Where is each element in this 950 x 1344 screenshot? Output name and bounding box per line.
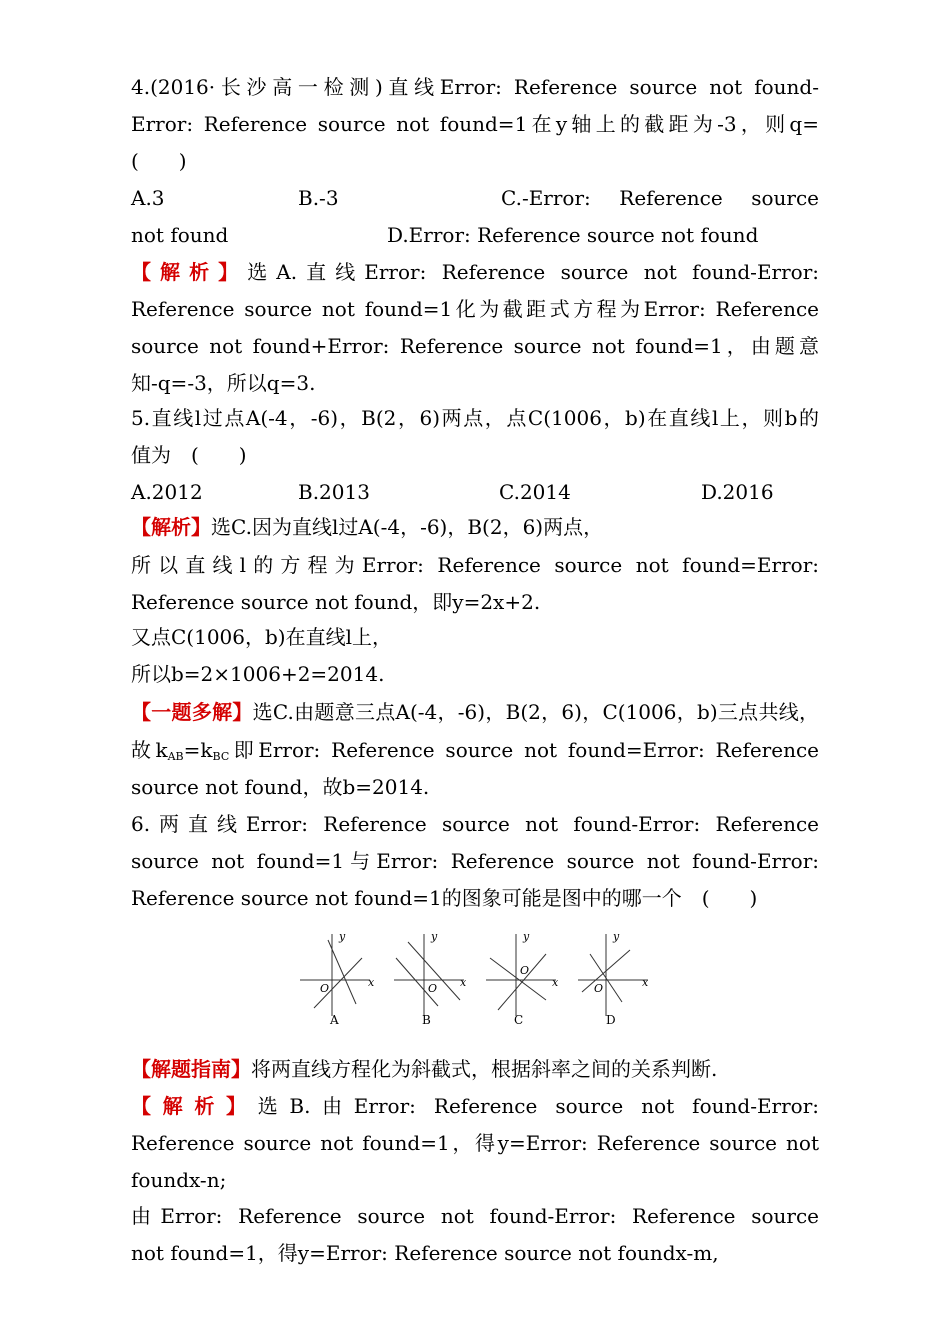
q4-options-row-1 [131,180,819,217]
panel-c-line-2 [498,954,546,1010]
q6-line-3: Reference source not found=1的图象可能是图中的哪一个 ( ) [131,886,758,910]
a4-line-2: Reference source not found=1化为截距式方程为Error: Reference [131,297,819,321]
a5-line-3: Reference source not found，即y=2x+2. [131,590,541,614]
guide-tag: 【解题指南】 [131,1057,251,1081]
panel-a-origin: O [320,982,330,995]
a6-line-2: Reference source not found=1，得y=Error: Reference source not [131,1131,819,1155]
q5-option-a: A.2012 [131,480,203,504]
q4-option-c-cont: not found [131,223,229,247]
analysis-tag: 【解析】 [131,1094,258,1118]
q5-line-1: 5.直线l过点A(-4，-6)，B(2，6)两点，点C(1006，b)在直线l上，则b的 [131,406,819,430]
guide6-line: 【解题指南】将两直线方程化为斜截式，根据斜率之间的关系判断. [131,1057,718,1081]
panel-c-y-label: y [523,930,530,943]
caption-a: A [330,1013,339,1027]
a4-line-1: 【解析】选A.直线Error: Reference source not found-Error: [131,260,819,284]
a5-line-5: 所以b=2×1006+2=2014. [131,662,385,686]
a6-line-3: foundx-n; [131,1168,227,1192]
a4-line-4: 知-q=-3，所以q=3. [131,371,316,395]
q4-option-a: A.3 [131,186,165,210]
q4-option-b: B.-3 [298,186,339,210]
caption-c: C [514,1013,524,1027]
q4-line-3: ( ) [131,149,187,173]
panel-a-y-label: y [339,930,346,943]
a5-line-2: 所以直线l的方程为Error: Reference source not found=Error: [131,553,819,577]
multi5-line-3: source not found，故b=2014. [131,775,430,799]
panel-c-x-label: x [552,976,559,989]
q6-figure-svg [300,928,656,1028]
panel-d-y-label: y [613,930,620,943]
multi-solution-tag: 【一题多解】 [131,700,253,724]
a5-line-4: 又点C(1006，b)在直线l上， [131,625,393,649]
a6-line-5: not found=1，得y=Error: Reference source not foundx-m, [131,1241,719,1265]
panel-d-origin: O [594,982,604,995]
panel-c-origin: O [520,964,530,977]
q6-line-1: 6.两直线Error: Reference source not found-Error: Reference [131,812,819,836]
a6-line-1: 【解析】选B.由Error: Reference source not found-Error: [131,1094,820,1118]
panel-b-origin: O [428,982,438,995]
panel-b-y-label: y [431,930,438,943]
a4-line-3: source not found+Error: Reference source not found=1，由题意 [131,334,819,358]
q4-line-2: Error: Reference source not found=1在y轴上的截距为-3，则q= [131,112,819,136]
panel-a-x-label: x [368,976,375,989]
multi5-line-2: 故$k_{AB}=k_{BC}$即Error: Reference source not found=Error: Reference [131,738,819,763]
analysis-tag: 【解析】 [131,515,211,539]
panel-b-x-label: x [460,976,467,989]
q5-option-b: B.2013 [298,480,370,504]
panel-d-x-label: x [642,976,649,989]
q4-option-d: D.Error: Reference source not found [387,223,759,247]
q4-line-1: 4.(2016·长沙高一检测)直线Error: Reference source not found- [131,75,819,99]
q5-line-2: 值为 ( ) [131,443,247,467]
analysis-tag: 【解析】 [131,260,248,284]
caption-d: D [606,1013,616,1027]
q4-option-c: C.-Error: Reference source [501,186,819,210]
caption-b: B [422,1013,431,1027]
q5-options [131,474,819,511]
q6-line-2: source not found=1与Error: Reference source not found-Error: [131,849,819,873]
q5-option-c: C.2014 [499,480,571,504]
a6-line-4: 由Error: Reference source not found-Error: Reference source [131,1204,819,1228]
q6-figure [300,928,656,1028]
q5-option-d: D.2016 [701,480,774,504]
a5-line-1: 【解析】选C.因为直线l过A(-4，-6)，B(2，6)两点， [131,515,604,539]
q4-options-row-2 [131,217,819,254]
multi5-line-1: 【一题多解】选C.由题意三点A(-4，-6)，B(2，6)，C(1006，b)三点共线， [131,700,820,724]
